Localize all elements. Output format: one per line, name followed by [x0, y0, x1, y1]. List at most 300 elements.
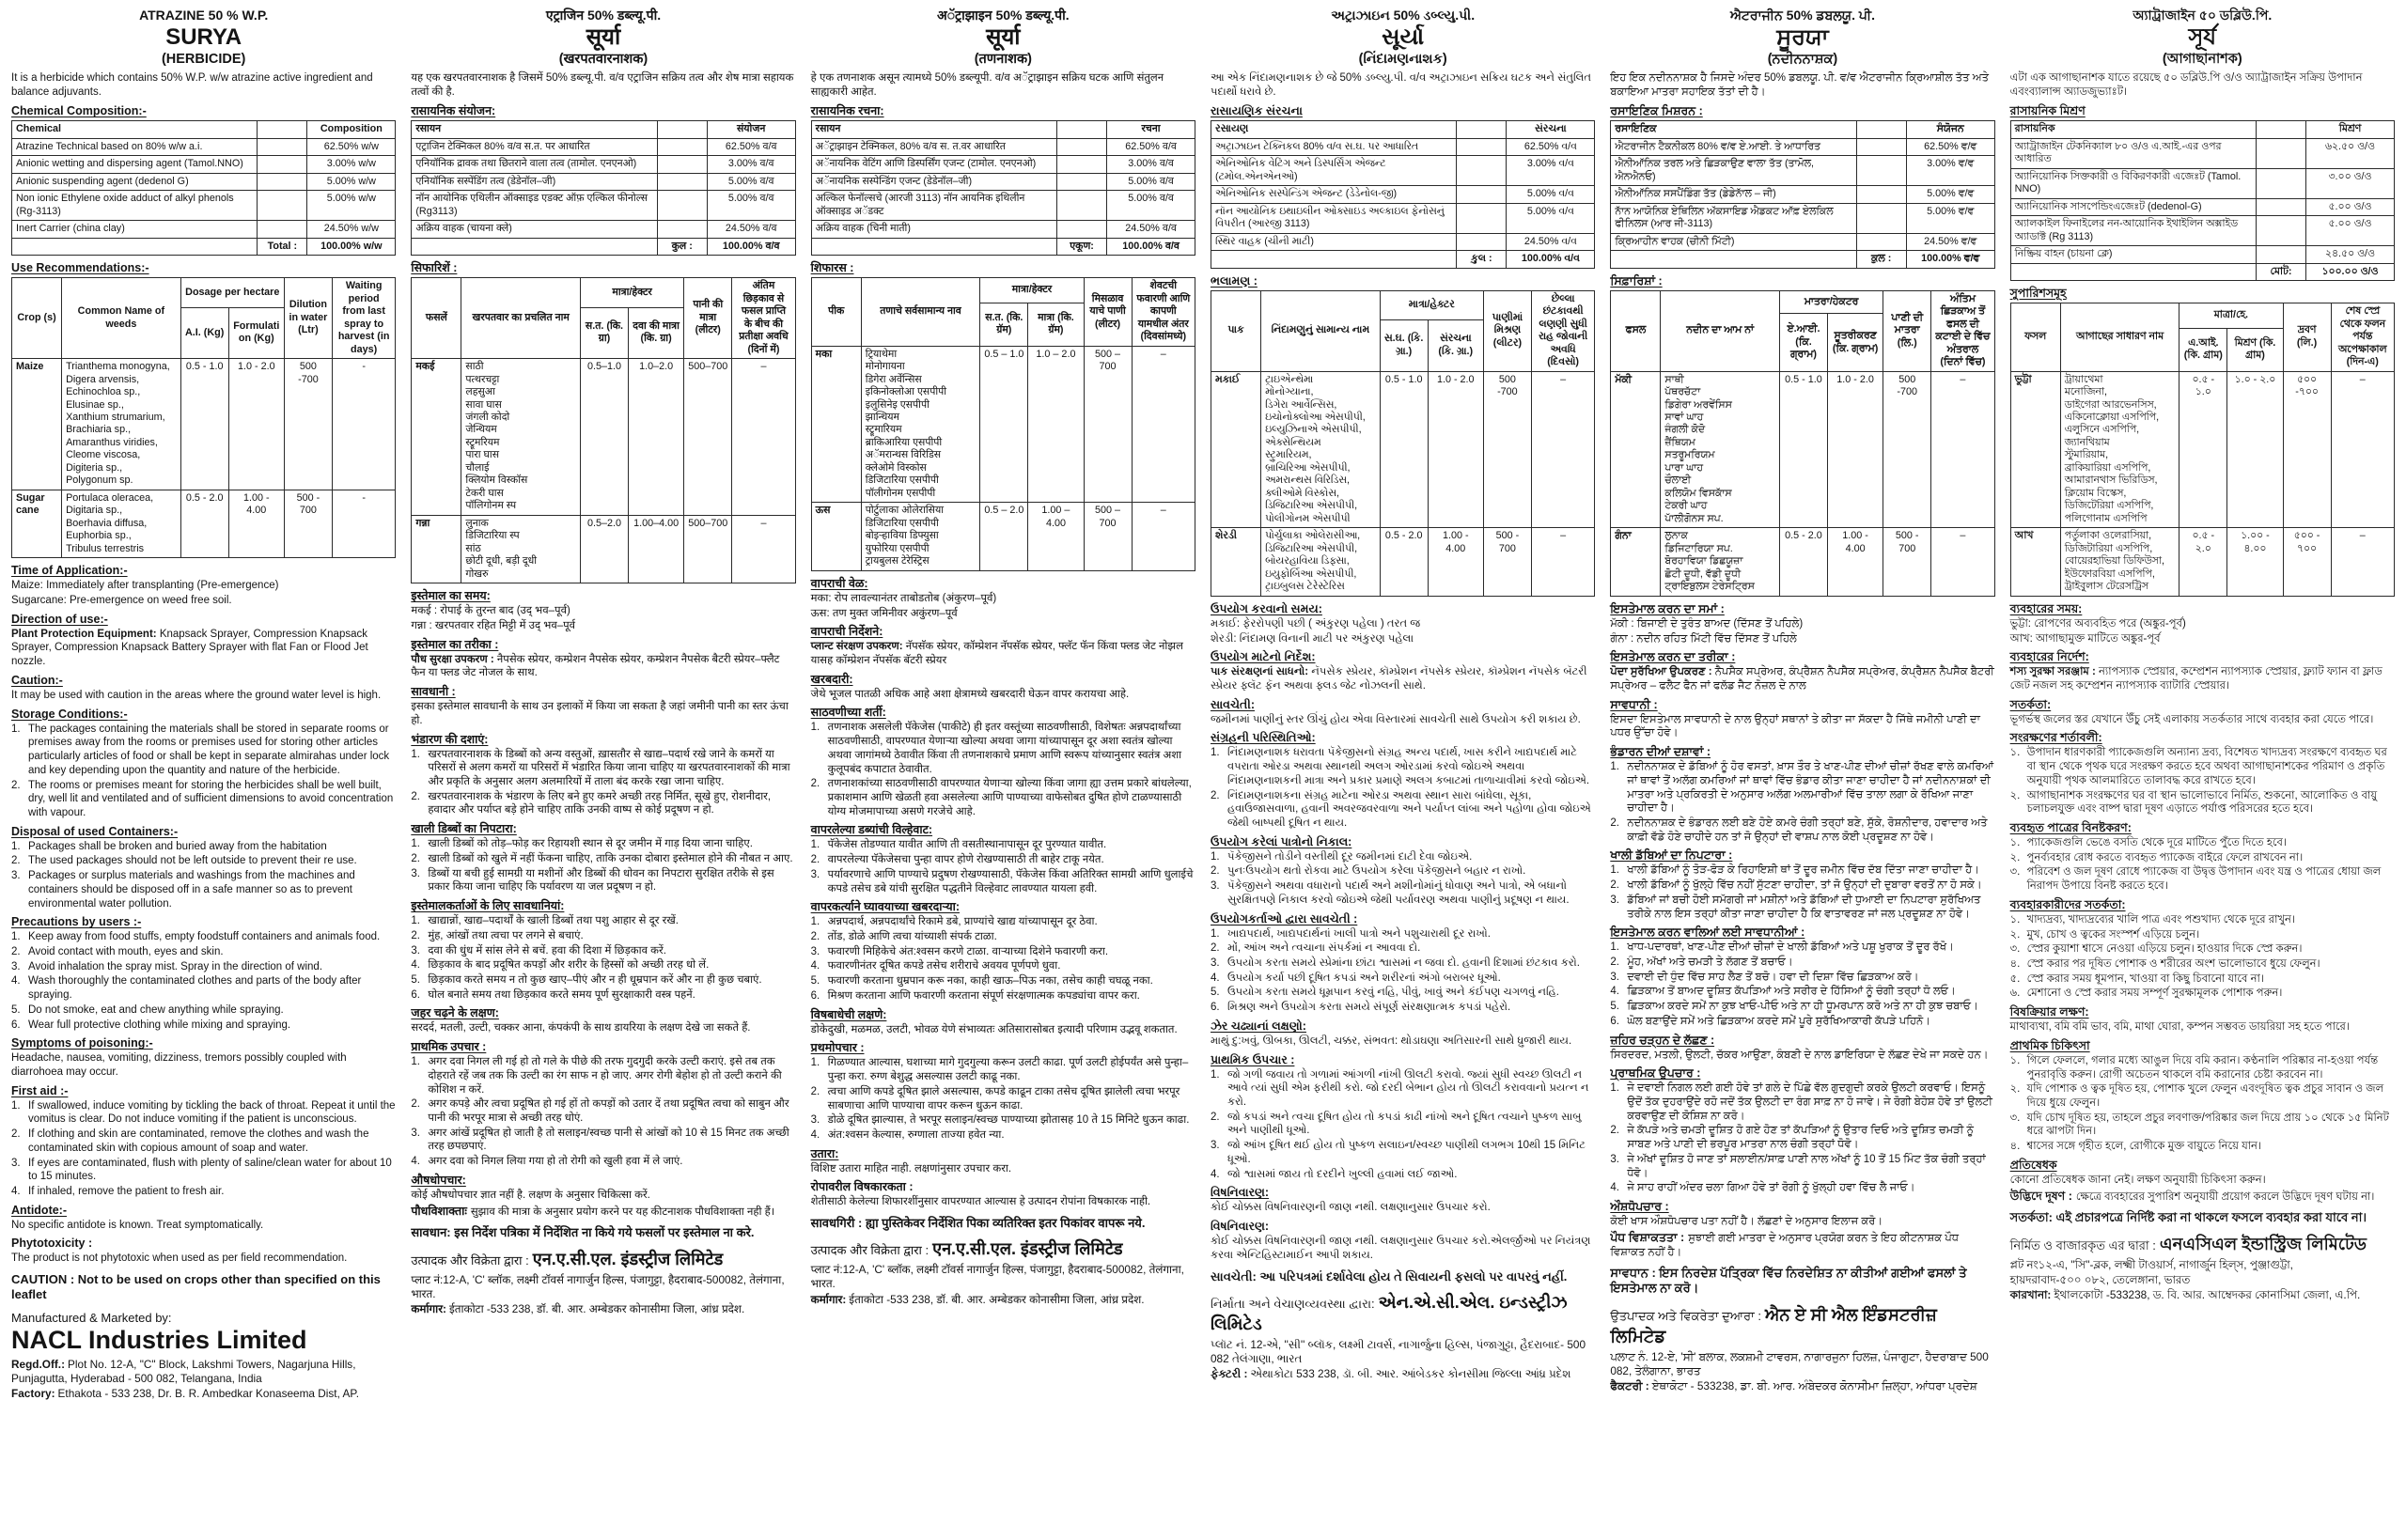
recommendations-heading: शिफारस : — [810, 261, 854, 275]
weed-name: डिजिटारिया स्प — [465, 530, 520, 542]
maker-line — [1211, 1292, 1595, 1335]
section-paragraph — [411, 653, 795, 680]
list-text: If clothing and skin are contaminated, remove the clothes and wash the contaminated skin with copious amount of soap and water. — [28, 1128, 369, 1154]
list-number: 2. — [810, 854, 820, 866]
section-heading: विषबाधेची लक्षणे: — [810, 1007, 887, 1021]
caution-line: ਸਾਵਧਾਨ : ਇਸ ਨਿਰਦੇਸ਼ ਪੱਤ੍ਰਿਕਾ ਵਿੱਚ ਨਿਰਦੇਸ਼ਿਤ ਨਾ ਕੀਤੀਆਂ ਗਈਆਂ ਫਸਲਾਂ ਤੇ ਇਸਤੇਮਾਲ ਨਾ ਕਰੋ। — [1610, 1266, 1967, 1296]
weed-name: ট্রায়াথেমা — [2064, 373, 2103, 385]
section-heading: Disposal of used Containers:- — [11, 824, 179, 838]
brand-name: ਸੂਰਯਾ — [1776, 23, 1829, 50]
total-value: 100.00% व/व — [1107, 238, 1195, 255]
list-text: નિંદામણનાશક ધરાવતા પૅકેજીસનો સંગ્રહ અન્ય પદાર્થ, ખાસ કરીને ખાદ્યપદાર્થ માટે વપરાતા ઓરડા અથવા સ્થાનથી અલગ ઓરડામાં કરવો જોઇએ અથવા નિંદામણનાશકની માત્રા અને પ્રકાર પ્રમાણે અલગ કબાટમાં તાળાચાવીમાં કરવો જોઇએ. — [1226, 747, 1590, 786]
list-item — [1610, 1081, 1994, 1123]
header-formulation: ਸੂਤਰੀਕਰਣ (ਕਿ. ਗ੍ਰਾਮ) — [1828, 314, 1883, 371]
chemical-name: Atrazine Technical based on 80% w/w a.i. — [12, 138, 258, 155]
rec-header-row-1 — [12, 278, 396, 307]
list-text: ਖਾਧ-ਪਦਾਰਥਾਂ, ਖਾਣ-ਪੀਣ ਦੀਆਂ ਚੀਜ਼ਾਂ ਦੇ ਖਾਲੀ ਡੱਬਿਆਂ ਅਤੇ ਪਸ਼ੂ ਖੁਰਾਕ ਤੋਂ ਦੂਰ ਰੱਖੋ। — [1627, 941, 1954, 954]
weed-name: ਜੰਗਲੀ ਕੋਦੋ — [1664, 424, 1706, 436]
list-text: ਜੇ ਕੱਪੜੇ ਅਤੇ ਚਮੜੀ ਦੂਸ਼ਿਤ ਹੋ ਗਏ ਹੋਣ ਤਾਂ ਕੱਪੜਿਆਂ ਨੂੰ ਉਤਾਰ ਦਿਓ ਅਤੇ ਦੂਸ਼ਿਤ ਚਮੜੀ ਨੂੰ ਸਾਬਣ ਅਤੇ ਪਾਣੀ ਦੀ ਭਰਪੂਰ ਮਾਤਰਾ ਨਾਲ ਚੰਗੀ ਤਰ੍ਹਾਂ ਧੋਵੋ। — [1627, 1125, 1974, 1151]
list-text: মেশানো ও স্প্রে করার সময় সম্পূর্ণ সুরক্ষামূলক পোশাক পরুন। — [2026, 988, 2283, 1000]
composition-value: ২৪.৫০ ও/ও — [2306, 246, 2395, 263]
address-label: कर्मागार: — [411, 1301, 446, 1315]
composition-value: ৫.০০ ও/ও — [2306, 198, 2395, 215]
weed-name: पारा घास — [465, 449, 500, 461]
header-crop: પાક — [1211, 290, 1260, 371]
crop-name: શેરડી — [1211, 528, 1260, 596]
total-value: ১০০.০০ ও/ও — [2306, 263, 2395, 280]
section-paragraph: মাথাব্যথা, বমি বমি ভাব, বমি, মাথা ঘোরা, কম্পন সম্ভবত ডায়রিয়া সহ হতে পারে। — [2009, 1021, 2350, 1034]
weed-name: Amaranthus viridies, — [66, 436, 158, 448]
list-number: ৪. — [2009, 1141, 2021, 1153]
weed-name: क्लेओमे विस्कोस — [865, 461, 927, 474]
section-heading: বিষক্রিয়ার লক্ষণ: — [2009, 1005, 2089, 1019]
column-composition-header: ਸੰਯੋਜਨ — [1906, 121, 1994, 138]
column-header — [11, 8, 396, 69]
dilution-value: ৫০০ - ৭০০ — [2283, 528, 2331, 596]
section-heading: इस्तेमालकर्ताओं के लिए सावधानियां: — [411, 899, 565, 913]
maker-label: उत्पादक और विक्रेता द्वारा : — [411, 1252, 529, 1268]
list-number: 1. — [11, 840, 21, 852]
list-text: পুনর্ব্যবহার রোধ করতে ব্যবহৃত প্যাকেজ বাইরে ফেলে রাখবেন না। — [2026, 851, 2304, 863]
composition-row — [12, 173, 396, 190]
address-line — [11, 1387, 396, 1401]
column-composition-header: रचना — [1107, 121, 1195, 138]
list-item — [811, 1113, 1195, 1128]
product-line: ATRAZINE 50 % W.P. — [139, 8, 269, 23]
crop-row — [2010, 371, 2394, 528]
weed-name: ਜ਼ੈਂਥਿਯਮ — [1664, 436, 1695, 448]
chemical-name: ਨਾੱਨ ਆਯੋਨਿਕ ਏਥਿਲਿਨ ਅੱਕਸਾਇਡ ਐਡਕਟ ਆੱਫ਼ ਏਲਕਿਲ ਫੀਨਿਲਸ (ਆਰ ਜੀ-3113) — [1611, 203, 1856, 233]
paragraph-lead: पौध सुरक्षा उपकरण : — [411, 653, 494, 665]
section-heading: সংরক্ষণের শর্তাবলী: — [2009, 731, 2102, 745]
list-item — [11, 1003, 396, 1018]
section-heading: ਪੌਧ ਵਿਸ਼ਾਕਤਤਾ : — [1610, 1230, 1685, 1244]
section-paragraph: મકાઈ: ફેરરોપણી પછી ( અંકુરણ પહેલા ) તરત જ — [1210, 617, 1421, 630]
section-1 — [2010, 601, 2395, 646]
list-number: 5. — [1210, 987, 1220, 999]
section-3 — [2010, 697, 2395, 727]
weed-name: Digera arvensis, — [66, 373, 140, 385]
composition-value: 5.00% व/व — [1107, 173, 1195, 190]
composition-row — [412, 173, 795, 190]
chemical-name: अॅट्राझाइन टेक्निकल, 80% व/व स. त.वर आधारित — [811, 138, 1056, 155]
list-item — [11, 1157, 396, 1184]
chemical-name: અટ્રાઝાઇન ટેક્નિકલ 80% વ/વ સ.ઘ. પર આધારિત — [1211, 138, 1456, 155]
total-label: કુલ : — [1457, 251, 1507, 268]
list-item — [811, 1056, 1195, 1083]
weed-name: Polygonum sp. — [66, 474, 133, 487]
list-item — [1211, 1168, 1595, 1182]
header-dilution: ਪਾਣੀ ਦੀ ਮਾਤਰਾ (ਲਿ.) — [1883, 290, 1931, 371]
address-text: એથાકોટા 533 238, ડૉ. બી. આર. આંબેડકર કોનસીમા જિલ્લા આંધ્ર પ્રદેશ — [1250, 1367, 1571, 1380]
weed-name: पॉलीगोनम एसपीपी — [865, 487, 936, 499]
section-heading: इस्तेमाल का समय: — [411, 589, 491, 603]
composition-total-row — [412, 238, 795, 255]
section-heading: रोपावरील विषकारकता : — [810, 1180, 914, 1194]
list-text: আগাছানাশক সংরক্ষণের ঘর বা স্থান ভালোভাবে নির্মিত, শুকনো, আলোকিত ও বায়ু চলাচলযুক্ত এবং বাষ্প দ্বারা দূষণ এড়াতে পর্যাপ্ত পরিসরের হতে হবে। — [2026, 789, 2378, 816]
section-10 — [11, 1236, 396, 1266]
caution-line: সতর্কতা: এই প্রচারপত্রে নির্দিষ্ট করা না থাকলে ফসলে ব্যবহার করা যাবে না। — [2009, 1210, 2367, 1225]
weed-name: ਕਲਿਯੋਮ ਵਿਸਕਾੱਸ — [1664, 487, 1732, 499]
chemical-name: Anionic suspending agent (dedenol G) — [12, 173, 258, 190]
section-2 — [1610, 649, 1994, 692]
list-number: 5. — [11, 1003, 21, 1016]
weed-name: पत्थरचट्टा — [465, 373, 500, 385]
composition-value: 5.00% व/व — [1107, 191, 1195, 221]
header-weeds: আগাছের সাধারণ নাম — [2060, 303, 2179, 371]
list-text: ਦਵਾਈ ਦੀ ਧੁੰਦ ਵਿੱਚ ਸਾਹ ਲੈਣ ਤੋਂ ਬਚੋ। ਹਵਾ ਦੀ ਦਿਸ਼ਾ ਵਿੱਚ ਛਿੜਕਾਅ ਕਰੋ। — [1627, 971, 1919, 983]
weed-name: ਡਿਜਿਟਾਰਿਯਾ ਸਪ. — [1664, 542, 1733, 554]
formulation-value: 1.0 - 2.0 — [1828, 371, 1883, 528]
section-inline-line — [411, 1204, 795, 1220]
section-heading: ব্যবহারের নির্দেশ: — [2009, 650, 2089, 664]
composition-value: 5.00% w/w — [307, 191, 396, 221]
weed-list — [1661, 371, 1780, 528]
header-dilution: Dilution in water (Ltr) — [284, 278, 332, 359]
list-number: ১. — [2009, 913, 2021, 926]
product-kind: (আগাছানাশক) — [2162, 52, 2242, 68]
column-header — [411, 8, 795, 69]
list-number: 4. — [11, 975, 21, 988]
weed-name: लहसुआ — [465, 386, 495, 398]
intro-text: এটা এক আগাছানাশক যাতে রয়েছে ৫০ ডব্লিউ.পি ও/ও অ্যাট্রাজাইন সক্রিয় উপাদান এবংব্যালান্স অ্যাডজুভ্যাঃট। — [2009, 71, 2363, 98]
list-text: પુનઃઉપયોગ થતો રોકવા માટે ઉપયોગ કરેલા પૅકેજીસને બહાર ન રાખો. — [1226, 865, 1526, 878]
weed-name: ઇયુફોર્બિઆ એસપીપી, — [1265, 568, 1357, 580]
composition-row — [12, 156, 396, 173]
list-text: अगर आंखें प्रदूषित हो जाती है तो सलाइन/स्वच्छ पानी से आंखों को 10 से 15 मिनट तक अच्छी तरह छपछपाएं. — [428, 1127, 789, 1153]
list-number: 4. — [1210, 972, 1220, 984]
list-text: স্প্রের কুয়াশা শ্বাসে নেওয়া এড়িয়ে চলুন। হাওয়ার দিকে স্প্রে করুন। — [2026, 943, 2303, 956]
section-paragraph: Maize: Immediately after transplanting (Pre-emergence) — [11, 580, 279, 592]
product-kind: (નિંદામણનાશક) — [1358, 52, 1447, 68]
column-footer — [11, 1311, 396, 1402]
section-heading: ਔਸ਼ਧੋਪਚਾਰ : — [1610, 1200, 1669, 1214]
list-item — [411, 973, 795, 988]
section-heading: साठवणीच्या शर्ती: — [810, 706, 886, 720]
header-dilution: पानी की मात्रा (लीटर) — [684, 278, 732, 359]
section-5 — [11, 824, 396, 911]
composition-value: ৩.০০ ও/ও — [2306, 168, 2395, 198]
list-item — [1211, 864, 1595, 879]
list-text: ਛਿੜਕਾਅ ਕਰਦੇ ਸਮੇਂ ਨਾ ਕੁਝ ਖਾਓ-ਪੀਓ ਅਤੇ ਨਾ ਹੀ ਧੂਮਰਪਾਨ ਕਰੋ ਅਤੇ ਨਾ ਹੀ ਕੁਝ ਚਬਾਓ। — [1627, 1001, 1978, 1013]
list-item — [1211, 1139, 1595, 1166]
weed-name: युफोरिया एसपीपी — [865, 542, 930, 554]
recommendations-heading: সুপারিশসমূহ — [2009, 287, 2067, 301]
list-number: 1. — [411, 915, 420, 927]
company-name: एन.ए.सी.एल. इंडस्ट्रीज लिमिटेड — [932, 1239, 1123, 1259]
weed-list — [2060, 528, 2179, 596]
section-text: ਸੁਝਾਈ ਗਈ ਮਾਤਰਾ ਦੇ ਅਨੁਸਾਰ ਪ੍ਰਯੋਗ ਕਰਨ ਤੇ ਇਹ ਕੀਟਨਾਸ਼ਕ ਪੌਧ ਵਿਸ਼ਾਕਤ ਨਹੀਂ ਹੈ। — [1610, 1232, 1959, 1258]
list-number: 3. — [810, 868, 820, 880]
list-text: मुंह, आंखों तथा त्वचा पर लगने से बचाएं. — [428, 929, 584, 941]
composition-row — [1611, 233, 1994, 250]
chemical-name: নিষ্ক্রিয় বাহন (চায়না ক্লে) — [2010, 246, 2256, 263]
list-item — [2010, 865, 2395, 893]
weed-name: Xanthium strumarium, — [66, 412, 165, 423]
section-heading: ਸਾਵਧਾਨੀ : — [1610, 697, 1658, 711]
weed-name: ट्रायबुलस टेरेस्ट्रिस — [865, 555, 930, 568]
weed-name: ਪੱਥਰਚੱਟਾ — [1664, 386, 1701, 398]
list-number: 2. — [1210, 942, 1220, 955]
weed-name: পর্তুলাকা ওলেরাসিয়া, — [2064, 530, 2152, 542]
crop-row — [2010, 528, 2394, 596]
column-footer — [811, 1238, 1195, 1306]
header-dosage: ਮਾਤਰਾ/ਹੇਕਟਰ — [1779, 290, 1883, 314]
section-heading: ઉપયોગકર્તાઓ દ્વારા સાવચેતી : — [1210, 911, 1358, 926]
list-number: 2. — [1610, 1125, 1619, 1137]
list-item — [1211, 957, 1595, 971]
list-item — [811, 777, 1195, 818]
chemical-name: অ্যাট্রাজাইন টেকনিক্যাল ৮০ ও/ও এ.আই.-এর ওপর আধারিত — [2010, 138, 2256, 168]
section-paragraph: विशिष्ट उतारा माहित नाही. लक्षणांनुसार उपचार करा. — [810, 1162, 1012, 1174]
composition-row — [412, 156, 795, 173]
composition-value: 5.00% ਵ/ਵ — [1906, 203, 1994, 233]
section-heading: ਜ਼ਹਿਰ ਚੜ੍ਹਨ ਦੇ ਲੱਛਣ : — [1610, 1033, 1715, 1047]
list-number: 5. — [1610, 1001, 1619, 1013]
weed-list — [1261, 528, 1381, 596]
list-text: ਮੂੰਹ, ਅੱਖਾਂ ਅਤੇ ਚਮੜੀ ਤੇ ਲੱਗਣ ਤੋਂ ਬਚਾਓ। — [1627, 957, 1793, 968]
list-number: 4. — [810, 960, 820, 972]
list-text: খাদ্যদ্রব্য, খাদ্যদ্রব্যের খালি পাত্র এবং পশুখাদ্য থেকে দূরে রাখুন। — [2026, 913, 2295, 926]
maker-label: ਉਤਪਾਦਕ ਅਤੇ ਵਿਕਰੇਤਾ ਦੁਆਰਾ : — [1610, 1308, 1761, 1323]
list-number: 3. — [1210, 1140, 1220, 1152]
list-text: ખાદ્યપદાર્થ, ખાદ્યપદાર્થનાં ખાલી પાત્રો અને પશુચારાથી દૂર રાખો. — [1226, 927, 1491, 940]
list-item — [411, 790, 795, 817]
list-text: अंत:श्वसन केल्यास, रुग्णाला ताज्या हवेत न्या. — [827, 1128, 1005, 1141]
chemical-name: অ্যানিয়োনিক সাসপেন্ডিংএজেঃট (dedenol-G) — [2010, 198, 2256, 215]
list-number: 4. — [810, 1128, 820, 1141]
section-6 — [2010, 897, 2395, 1001]
header-ai: A.I. (Kg) — [180, 307, 228, 358]
list-number: 1. — [1210, 927, 1220, 940]
composition-row — [1211, 186, 1594, 203]
section-paragraph: ਮੱਕੀ : ਬਿਜਾਈ ਦੇ ਤੁਰੰਤ ਬਾਅਦ (ਦਿੱਸਣ ਤੋਂ ਪਹਿਲੇ) — [1610, 617, 1804, 630]
section-heading: Direction of use:- — [11, 612, 108, 626]
list-text: खाली डिब्बों को खुले में नहीं फेंकना चाहिए, ताकि उनका दोबारा इस्तेमाल होने की नौबत न आए. — [428, 852, 793, 864]
weed-name: ટ્રાઇએન્થેમા — [1265, 373, 1314, 385]
section-paragraph — [11, 628, 396, 669]
weed-name: ডাইগেরা আরভেনসিস, — [2064, 398, 2157, 411]
weed-name: ਪਾੱਲੀਗੋਨਸ ਸਪ. — [1664, 512, 1724, 524]
composition-value: 5.00% व/व — [707, 173, 795, 190]
list-text: Avoid inhalation the spray mist. Spray in the direction of wind. — [28, 960, 323, 972]
weed-list — [461, 515, 581, 583]
list-item — [1610, 1153, 1994, 1180]
list-text: ઉપયોગ કરતા સમયે ધૂમ્રપાન કરવું નહિ, પીવું, ખાવું અને કંઈપણ ચગળવું નહિ. — [1226, 987, 1559, 999]
weed-name: झान्थियम — [865, 412, 899, 423]
header-waiting: Waiting period from last spray to harvest (in days) — [332, 278, 395, 359]
column-hindi — [411, 8, 795, 1401]
weed-name: ক্লিয়োম বিস্কেস, — [2064, 487, 2127, 499]
formulation-value: 1.00 - 4.00 — [1828, 528, 1883, 596]
list-item — [11, 1099, 396, 1127]
list-item — [11, 960, 396, 974]
weed-name: ઇચોનોક્લોઆ એસપીપી, — [1265, 412, 1366, 423]
list-item — [11, 1019, 396, 1033]
section-4 — [811, 705, 1195, 818]
ai-value: 0.5 - 2.0 — [1380, 528, 1428, 596]
column-footer — [2010, 1234, 2395, 1302]
weed-name: Brachiaria sp., — [66, 424, 132, 436]
address-line — [1211, 1338, 1595, 1366]
product-line: अॅट्राझाइन 50% डब्ल्यू.पी. — [937, 8, 1070, 23]
list-number: 2. — [1610, 957, 1619, 968]
composition-row — [811, 156, 1195, 173]
composition-value: 24.50% વ/વ — [1507, 233, 1595, 250]
list-item — [11, 779, 396, 820]
section-paragraph: कोई औषधोपचार ज्ञात नहीं है. लक्षण के अनुसार चिकित्सा करें. — [411, 1189, 650, 1201]
list-text: त्वचा आणि कपडे दूषित झाले असल्यास, कपडे काढून टाका तसेच दूषित झालेली त्वचा भरपूर साबणाचा आणि पाण्याचा वापर करून धुऊन काढा. — [827, 1085, 1180, 1112]
section-heading: ઝેર ચઢ્યાનાં લક્ષણો: — [1210, 1019, 1306, 1033]
column-spacer-header — [258, 121, 307, 138]
paragraph-text: नैपसेक स्प्रेयर, कम्प्रेशन नैपसेक स्प्रेयर, कम्प्रेशन नैपसेक बैटरी स्प्रेयर–फ्लैट फैन या फ्लड जेट नोजल के साथ. — [411, 653, 780, 679]
chemical-name: एनियॉनिक सस्पेंडिंग तत्व (डेडेनॉल–जी) — [412, 173, 657, 190]
list-number: ৩. — [2009, 1112, 2021, 1124]
composition-header-row — [811, 121, 1195, 138]
column-footer — [411, 1249, 795, 1316]
section-heading: સાવચેતી: — [1210, 697, 1255, 711]
section-inline-line — [1610, 1230, 1994, 1259]
list-number: ২. — [2009, 1083, 2021, 1096]
list-number: 2. — [11, 855, 21, 867]
crop-row — [1611, 371, 1994, 528]
composition-value: 24.50% ਵ/ਵ — [1906, 233, 1994, 250]
section-7 — [1211, 1019, 1595, 1049]
column-header — [1610, 8, 1994, 69]
section-paragraph: আখ: আগাছামুক্ত মাটিতে অঙ্কুর-পূর্ব — [2009, 632, 2161, 645]
product-kind: (HERBICIDE) — [161, 52, 246, 68]
chemical-name: Inert Carrier (china clay) — [12, 221, 258, 238]
list-number: 1. — [810, 722, 820, 734]
weed-name: ਛੋਟੀ ਦੂਧੀ, ਵੱਡੀ ਦੂਧੀ — [1664, 568, 1742, 580]
list-item — [1211, 746, 1595, 787]
weed-name: Digitaria sp., — [66, 505, 123, 517]
weed-name: ਸਾਵਾਂ ਘਾਹ — [1664, 412, 1704, 423]
header-dosage: मात्रा/हेक्टर — [980, 278, 1084, 303]
list-number: 1. — [810, 916, 820, 928]
list-number: 2. — [1610, 879, 1619, 892]
maker-line — [2010, 1234, 2395, 1255]
column-spacer-header — [1056, 121, 1106, 138]
section-10 — [2010, 1189, 2395, 1205]
header-ai: સ.ઘ. (કિ. ગ્રા.) — [1380, 320, 1428, 371]
total-value: 100.00% w/w — [307, 238, 396, 255]
section-paragraph: Sugarcane: Pre-emergence on weed free soil. — [11, 595, 232, 607]
list-text: যদি পোশাক ও ত্বক দূষিত হয়, পোশাক খুলে ফেলুন এবংদূষিত ত্বক প্রচুর সাবান ও জল দিয়ে ধুয়ে ফেলুন। — [2026, 1083, 2384, 1110]
weed-name: মনোজিনা, — [2064, 386, 2107, 398]
total-value: 100.00% व/व — [707, 238, 795, 255]
weed-name: ਡਿਗੇਰਾ ਅਰਵੇਂਸਿਸ — [1664, 398, 1732, 411]
dilution-value: 500 – 700 — [1084, 503, 1132, 570]
list-number: ৬. — [2009, 988, 2021, 1000]
weed-name: ક્લીઓમે વિસ્કોસ, — [1265, 487, 1340, 499]
list-item — [811, 853, 1195, 867]
caution-line: સાવચેતી: આ પરિપત્રમાં દર્શાવેલા હોય તે સિવાયની ફસલો પર વાપરવું નહીં. — [1210, 1268, 1568, 1283]
waiting-value: – — [1931, 371, 1994, 528]
section-paragraph: કોઈ ચોક્કસ વિષનિવારણની જાણ નથી. લક્ષણાનુસાર ઉપચાર કરો.એલર્જીઓ પર નિયંત્રણ કરવા એન્ટિહિસ્ટામાઈન આપી શકાય. — [1210, 1236, 1591, 1261]
composition-row — [1611, 203, 1994, 233]
spacer-cell — [2256, 138, 2305, 168]
ai-value: 0.5 – 1.0 — [980, 346, 1028, 503]
product-kind: (खरपतवारनाशक) — [558, 52, 648, 68]
list-number: 1. — [11, 931, 21, 943]
section-heading: जहर चढ़ने के लक्षण: — [411, 1006, 499, 1020]
spacer-cell — [1457, 186, 1507, 203]
list-number: 4. — [1610, 1182, 1619, 1194]
column-chemical-header: রাসায়নিক — [2010, 121, 2256, 138]
header-weeds: ਨਦੀਨ ਦਾ ਆਮ ਨਾਂ — [1661, 290, 1780, 371]
composition-header-row — [412, 121, 795, 138]
section-paragraph: डोकेदुखी, मळमळ, उलटी, भोवळ येणे संभाव्यतः अतिसारासोबत इत्यादी परिणाम उद्भवू शकतात. — [810, 1023, 1178, 1035]
paragraph-lead: ਪੋਦਾ ਸੁਰੱਖਿਆ ਉਪਕਰਣ : — [1610, 666, 1712, 678]
chemical-name: अक्रिय वाहक (चायना क्ले) — [412, 221, 657, 238]
section-heading: ਇਸਤੇਮਾਲ ਕਰਨ ਦਾ ਸਮਾਂ : — [1610, 601, 1725, 615]
section-text: सुझाव की मात्रा के अनुसार प्रयोग करने पर यह कीटनाशक पौधविशाक्ता नही हैं। — [470, 1206, 775, 1218]
section-paragraph: The product is not phytotoxic when used as per field recommendation. — [11, 1252, 348, 1265]
weed-name: স্টুমারিয়াম, — [2064, 449, 2109, 461]
company-name: એન.એ.સી.એલ. ઇન્ડસ્ટ્રીઝ લિમિટેડ — [1210, 1292, 1568, 1333]
section-heading: वापराची वेळ: — [810, 576, 868, 590]
weed-name: ਸਤਰੂਮਰਿਯਮ — [1664, 449, 1715, 461]
weed-name: जेन्थियम — [465, 424, 497, 436]
composition-total-row — [1211, 251, 1594, 268]
list-text: ਘੋਲ ਬਣਾਉਂਦੇ ਸਮੇਂ ਅਤੇ ਛਿੜਕਾਅ ਕਰਦੇ ਸਮੇਂ ਪੂਰੇ ਸੁਰੱਖਿਆਕਾਰੀ ਕੱਪੜੇ ਪਹਿਨੋ। — [1627, 1015, 1930, 1027]
total-value: 100.00% ਵ/ਵ — [1906, 251, 1994, 268]
address-line — [1610, 1350, 1994, 1378]
list-text: প্যাকেজগুলি ভেঙে বসতি থেকে দূরে মাটিতে পুঁতে দিতে হবে। — [2026, 836, 2288, 848]
crop-row — [12, 359, 396, 490]
section-4 — [1610, 744, 1994, 844]
list-text: ਜੇ ਅੱਖਾਂ ਦੂਸ਼ਿਤ ਹੋ ਜਾਣ ਤਾਂ ਸਲਾਈਨ/ਸਾਫ਼ ਪਾਣੀ ਨਾਲ ਅੱਖਾਂ ਨੂੰ 10 ਤੋਂ 15 ਮਿੰਟ ਤੱਕ ਚੰਗੀ ਤਰ੍ਹਾਂ ਧੋਵੋ। — [1627, 1153, 1986, 1179]
product-line: અટ્રાઝાઇન 50% ડબ્લ્યુ.પી. — [1331, 8, 1476, 23]
section-paragraph — [2010, 665, 2395, 692]
weed-name: गोखरु — [465, 568, 489, 580]
column-composition-header: Composition — [307, 121, 396, 138]
section-heading: વિષનિવારણ: — [1210, 1186, 1270, 1200]
weed-name: বোয়েরহাভিয়া ডিফিউসা, — [2064, 555, 2164, 568]
column-spacer-header — [1856, 121, 1906, 138]
address-text: ईताकोटा -533 238, डॉ. बी. आर. अम्बेडकर कोनासीमा जिला, आंध्र प्रदेश. — [849, 1292, 1145, 1306]
section-6 — [811, 899, 1195, 1003]
list-number: ২. — [2009, 789, 2021, 801]
crop-name: मका — [811, 346, 861, 503]
spacer-cell — [1056, 138, 1106, 155]
composition-value: 3.00% व/व — [707, 156, 795, 173]
formulation-value: 1.0–2.0 — [629, 359, 684, 516]
list-item — [1610, 1015, 1994, 1029]
list-text: જો આંખ દૂષિત થઈ હોય તો પુષ્કળ સલાઇન/સ્વચ્છ પાણીથી લગભગ 10થી 15 મિનિટ ધૂઓ. — [1226, 1140, 1586, 1165]
section-paragraph: ਕੋਈ ਖਾਸ ਔਸ਼ਧੋਪਚਾਰ ਪਤਾ ਨਹੀਂ ਹੈ। ਲੱਛਣਾਂ ਦੇ ਅਨੁਸਾਰ ਇਲਾਜ ਕਰੋ। — [1610, 1216, 1883, 1228]
list-number: ৪. — [2009, 958, 2021, 970]
header-weeds: Common Name of weeds — [62, 278, 181, 359]
address-label: ફેક્ટરી : — [1210, 1367, 1248, 1380]
composition-total-row — [1611, 251, 1994, 268]
list-number: 2. — [411, 790, 420, 802]
section-5 — [411, 821, 795, 894]
list-text: खरपतवारनाशक के डिब्बों को अन्य वस्तुओं, ख़ासतौर से खाद्य–पदार्थ रखे जाने के कमरों या परिसरों से अलग कमरों या परिसरों में भंडारित किया जाना चाहिए या खरपतवारनाशकों की मात्रा और प्रकृति के अनुसार अलग अलमारियों में ताला बंद करके रखा जाना चाहिए. — [428, 748, 790, 788]
header-waiting: अंतिम छिड़काव से फसल प्राप्ति के बीच की प्रतीक्षा अवधि (दिनों में) — [732, 278, 795, 359]
list-item — [1610, 956, 1994, 970]
composition-row — [1211, 156, 1594, 186]
weed-name: Cleome viscosa, — [66, 449, 141, 461]
section-paragraph: ভূগর্ভস্থ জলের স্তর যেখানে উঁচু সেই এলাকায় সতর্কতার সাথে ব্যবহার করা যেতে পারে। — [2009, 713, 2374, 725]
list-item — [811, 945, 1195, 959]
list-number: 1. — [1210, 850, 1220, 863]
composition-header-row — [2010, 121, 2394, 138]
crop-row — [811, 503, 1195, 570]
maker-label: નિર્માતા અને વેચાણવ્યવસ્થા દ્વારા: — [1210, 1296, 1375, 1311]
column-chemical-header: રસાયણ — [1211, 121, 1456, 138]
